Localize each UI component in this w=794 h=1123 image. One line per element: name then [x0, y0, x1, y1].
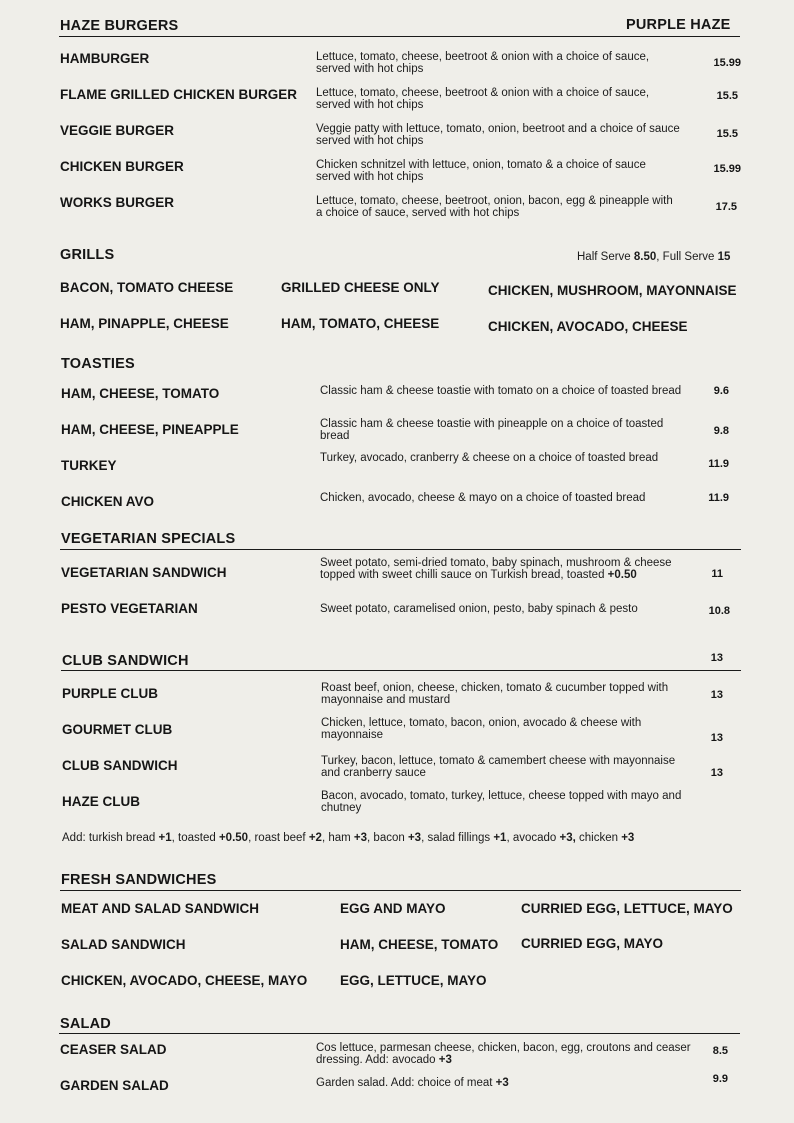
menu-item-desc: Sweet potato, caramelised onion, pesto, baby spinach & pesto: [320, 603, 638, 615]
menu-item-extra: +3: [438, 1054, 452, 1066]
fresh-item: SALAD SANDWICH: [61, 937, 186, 952]
menu-item-desc: Classic ham & cheese toastie with tomato on a choice of toasted bread: [320, 385, 682, 397]
fresh-item: MEAT AND SALAD SANDWICH: [61, 901, 259, 916]
menu-item-desc: Turkey, bacon, lettuce, tomato & camembert cheese with mayonnaise and cranberry sauce: [321, 755, 676, 779]
menu-item-price: 11.9: [708, 458, 729, 470]
grill-item: CHICKEN, MUSHROOM, MAYONNAISE: [488, 283, 737, 298]
menu-item-desc-text: Sweet potato, semi-dried tomato, baby spinach, mushroom & cheese topped with sweet chilli sauce on Turkish bread, toasted: [320, 557, 672, 581]
grill-item: GRILLED CHEESE ONLY: [281, 280, 440, 295]
menu-item-price: 11: [711, 568, 723, 580]
fresh-item: CURRIED EGG, MAYO: [521, 936, 664, 951]
menu-item-desc: Lettuce, tomato, cheese, beetroot, onion, bacon, egg & pineapple with a choice of sauce, served with hot chips: [316, 195, 673, 219]
menu-item-price: 15.99: [713, 163, 741, 175]
section-title-fresh: FRESH SANDWICHES: [61, 872, 217, 888]
addon-price: +3,: [559, 832, 576, 844]
addon-text: , ham: [321, 832, 354, 844]
divider: [59, 1033, 740, 1034]
addon-text: , salad fillings: [421, 832, 494, 844]
divider: [60, 890, 741, 891]
menu-item-price: 8.5: [712, 1045, 728, 1057]
menu-item-name: PESTO VEGETARIAN: [61, 601, 198, 616]
menu-item-name: GARDEN SALAD: [60, 1078, 169, 1093]
menu-item-price: 17.5: [715, 201, 737, 213]
club-addons-note: [62, 832, 634, 844]
addon-price: +3: [407, 832, 422, 844]
addon-price: +2: [308, 832, 322, 844]
menu-item-desc: [316, 1077, 696, 1089]
fresh-item: EGG, LETTUCE, MAYO: [340, 973, 487, 988]
menu-item-price: 11.9: [708, 492, 729, 504]
addon-text: , avocado: [506, 832, 560, 844]
addon-text: chicken: [575, 832, 622, 844]
menu-item-price: 13: [710, 767, 723, 779]
menu-item-name: CHICKEN AVO: [61, 494, 155, 509]
addon-price: +0.50: [218, 832, 249, 844]
grill-item: CHICKEN, AVOCADO, CHEESE: [488, 319, 688, 334]
menu-item-price: 13: [710, 689, 723, 701]
menu-item-name: TURKEY: [61, 458, 117, 473]
addon-price: +3: [353, 832, 368, 844]
section-title-haze-burgers: HAZE BURGERS: [60, 18, 179, 34]
brand-name: PURPLE HAZE: [626, 17, 731, 33]
addon-price: +1: [158, 832, 172, 844]
menu-item-name: WORKS BURGER: [60, 195, 174, 210]
menu-item-name: PURPLE CLUB: [62, 686, 159, 701]
menu-item-desc-text: Garden salad. Add: choice of meat: [316, 1077, 496, 1089]
menu-item-price: 10.8: [708, 605, 730, 617]
section-title-club: CLUB SANDWICH: [62, 653, 189, 669]
fresh-item: CURRIED EGG, LETTUCE, MAYO: [521, 901, 733, 916]
divider: [61, 670, 741, 671]
addon-text: , toasted: [171, 832, 219, 844]
divider: [59, 36, 740, 37]
menu-item-name: FLAME GRILLED CHICKEN BURGER: [60, 87, 297, 102]
full-serve-price: 15: [717, 251, 731, 263]
menu-item-desc: Chicken, avocado, cheese & mayo on a choice of toasted bread: [320, 492, 646, 504]
section-title-toasties: TOASTIES: [61, 356, 135, 372]
menu-item-desc: Turkey, avocado, cranberry & cheese on a choice of toasted bread: [320, 452, 659, 464]
menu-item-price: 15.99: [713, 57, 741, 69]
fresh-item: CHICKEN, AVOCADO, CHEESE, MAYO: [61, 973, 308, 988]
menu-item-desc: Lettuce, tomato, cheese, beetroot & onion with a choice of sauce, served with hot chips: [316, 51, 650, 75]
menu-item-name: CEASER SALAD: [60, 1042, 167, 1057]
menu-item-desc-text: Cos lettuce, parmesan cheese, chicken, bacon, egg, croutons and ceaser dressing. Add: avocado: [316, 1042, 691, 1066]
menu-item-desc: Classic ham & cheese toastie with pineapple on a choice of toasted bread: [320, 418, 664, 442]
menu-item-desc: [316, 1042, 696, 1066]
menu-item-extra: +3: [495, 1077, 509, 1089]
grill-item: BACON, TOMATO CHEESE: [60, 280, 234, 295]
menu-item-price: 9.9: [712, 1073, 728, 1085]
menu-item-desc: Roast beef, onion, cheese, chicken, tomato & cucumber topped with mayonnaise and mustard: [321, 682, 669, 706]
section-title-grills: GRILLS: [60, 247, 115, 263]
addon-price: +1: [493, 832, 507, 844]
menu-item-desc: [320, 557, 695, 581]
menu-item-desc: Chicken, lettuce, tomato, bacon, onion, avocado & cheese with mayonnaise: [321, 717, 642, 741]
menu-item-price: 15.5: [716, 128, 738, 140]
fresh-item: EGG AND MAYO: [340, 901, 446, 916]
menu-item-name: CHICKEN BURGER: [60, 159, 184, 174]
menu-item-name: CLUB SANDWICH: [62, 758, 178, 773]
addon-text: , roast beef: [248, 832, 309, 844]
menu-item-desc: Veggie patty with lettuce, tomato, onion, beetroot and a choice of sauce served with hot chips: [316, 123, 680, 147]
menu-item-name: HAZE CLUB: [62, 794, 140, 809]
addon-price: +3: [621, 832, 635, 844]
menu-item-price: 13: [710, 732, 723, 744]
menu-item-name: GOURMET CLUB: [62, 722, 173, 737]
menu-item-name: VEGETARIAN SANDWICH: [61, 565, 227, 580]
full-serve-label: Full Serve: [662, 251, 715, 263]
menu-item-name: VEGGIE BURGER: [60, 123, 175, 138]
half-serve-label: Half Serve: [577, 251, 631, 263]
club-section-price: 13: [710, 652, 723, 664]
menu-item-price: 15.5: [716, 90, 738, 102]
addon-text: Add: turkish bread: [62, 832, 159, 844]
grill-item: HAM, PINAPPLE, CHEESE: [60, 316, 229, 331]
menu-item-price: 9.8: [713, 425, 729, 437]
menu-item-desc: Bacon, avocado, tomato, turkey, lettuce, cheese topped with mayo and chutney: [321, 790, 682, 814]
addon-text: , bacon: [367, 832, 408, 844]
divider: [60, 549, 741, 550]
menu-item-name: HAM, CHEESE, PINEAPPLE: [61, 422, 239, 437]
grill-item: HAM, TOMATO, CHEESE: [281, 316, 440, 331]
half-serve-price: 8.50: [633, 251, 657, 263]
menu-item-name: HAMBURGER: [60, 51, 150, 66]
menu-item-price: 9.6: [713, 385, 729, 397]
grills-serve-prices: Half Serve 8.50, Full Serve 15: [577, 251, 731, 263]
fresh-item: HAM, CHEESE, TOMATO: [340, 937, 499, 952]
section-title-salad: SALAD: [60, 1016, 111, 1032]
menu-item-desc: Lettuce, tomato, cheese, beetroot & onion with a choice of sauce, served with hot chips: [316, 87, 650, 111]
menu-item-extra: +0.50: [607, 569, 637, 581]
menu-item-name: HAM, CHEESE, TOMATO: [61, 386, 220, 401]
menu-item-desc: Chicken schnitzel with lettuce, onion, tomato & a choice of sauce served with hot chips: [316, 159, 646, 183]
section-title-vegetarian: VEGETARIAN SPECIALS: [61, 531, 236, 547]
